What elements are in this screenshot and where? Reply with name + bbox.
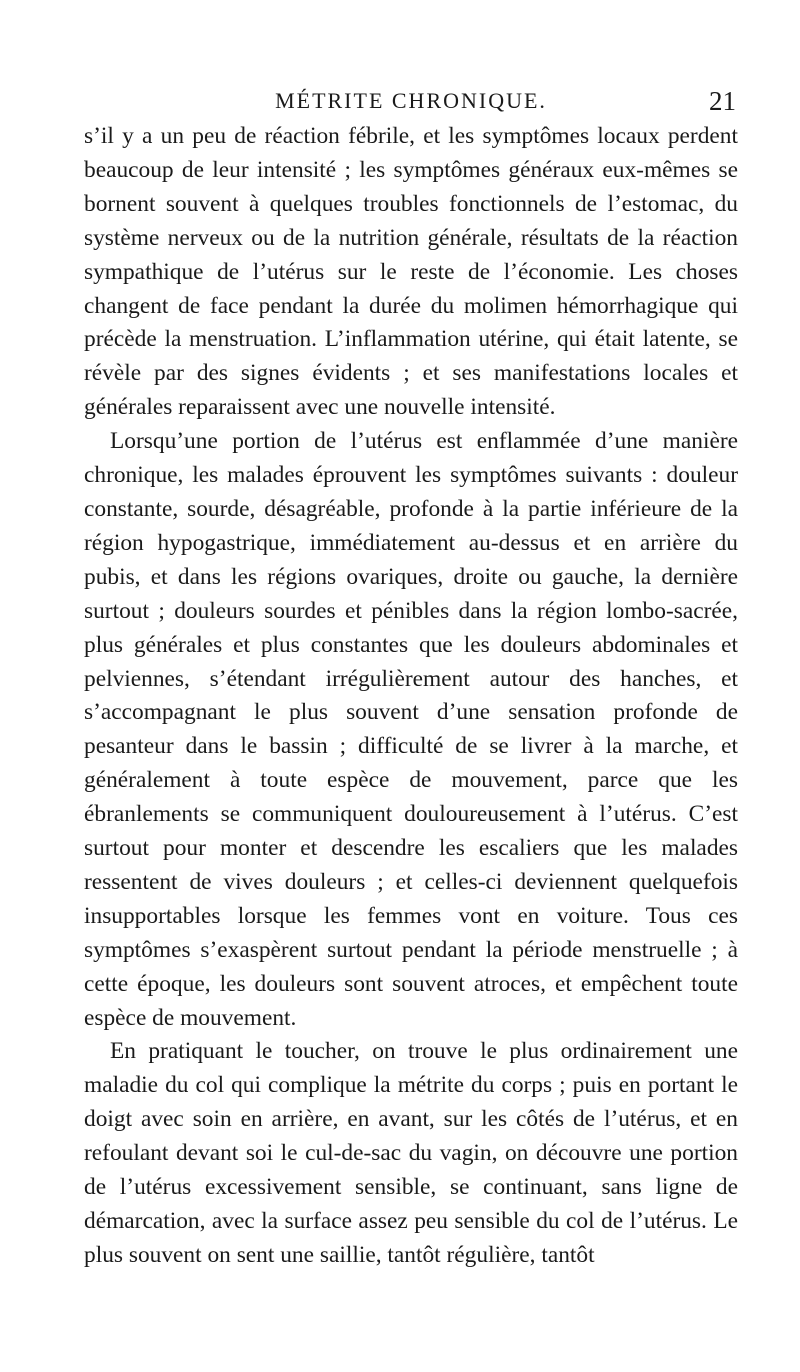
paragraph-examination: En pratiquant le toucher, on trouve le plus ordinairement une maladie du col qui complique la métrite du corps ; puis en portant le doigt avec soin en arrière, en avant, sur les côtés de l’utérus, et en refoulant devant soi le cul-de-sac du vagin, on découvre une portion de l’utérus excessivement sensible, se continuant, sans ligne de démarcation, avec la surface assez peu sensible du col de l’utérus. Le plus souvent on sent une saillie, tantôt régulière, tantôt [84,1038,738,1268]
paragraph-continuation: s’il y a un peu de réaction fébrile, et les symptômes locaux perdent beaucoup de leur intensité ; les symptômes généraux eux-mêmes se bornent souvent à quelques troubles fonctionnels de l’estomac, du système nerveux ou de la nutrition générale, résultats de la réaction sympathique de l’utérus sur le reste de l’économie. Les choses changent de face pendant la durée du molimen hémorrhagique qui précède la menstruation. L’inflammation utérine, qui était latente, se révèle par des signes évidents ; et ses manifestations locales et générales reparaissent avec une nouvelle intensité. [84,123,738,421]
page-number: 21 [709,86,736,116]
running-head [84,86,738,122]
body-text [84,120,738,1273]
paragraph-symptoms: Lorsqu’une portion de l’utérus est enflammée d’une manière chronique, les malades éprouvent les symptômes suivants : douleur constante, sourde, désagréable, profonde à la partie inférieure de la région hypogastrique, immédiatement au-dessus et en arrière du pubis, et dans les régions ovariques, droite ou gauche, la dernière surtout ; douleurs sourdes et pénibles dans la région lombo-sacrée, plus générales et plus constantes que les douleurs abdominales et pelviennes, s’étendant irrégulièrement autour des hanches, et s’accompagnant le plus souvent d’une sensation profonde de pesanteur dans le bassin ; difficulté de se livrer à la marche, et généralement à toute espèce de mouvement, parce que les ébranlements se communiquent douloureusement à l’utérus. C’est surtout pour monter et descendre les escaliers que les malades ressentent de vives douleurs ; et celles-ci deviennent quelquefois insupportables lorsque les femmes vont en voiture. Tous ces symptômes s’exaspèrent surtout pendant la période menstruelle ; à cette époque, les douleurs sont souvent atroces, et empêchent toute espèce de mouvement. [84,428,738,1031]
running-title: MÉTRITE CHRONIQUE. [275,88,547,113]
